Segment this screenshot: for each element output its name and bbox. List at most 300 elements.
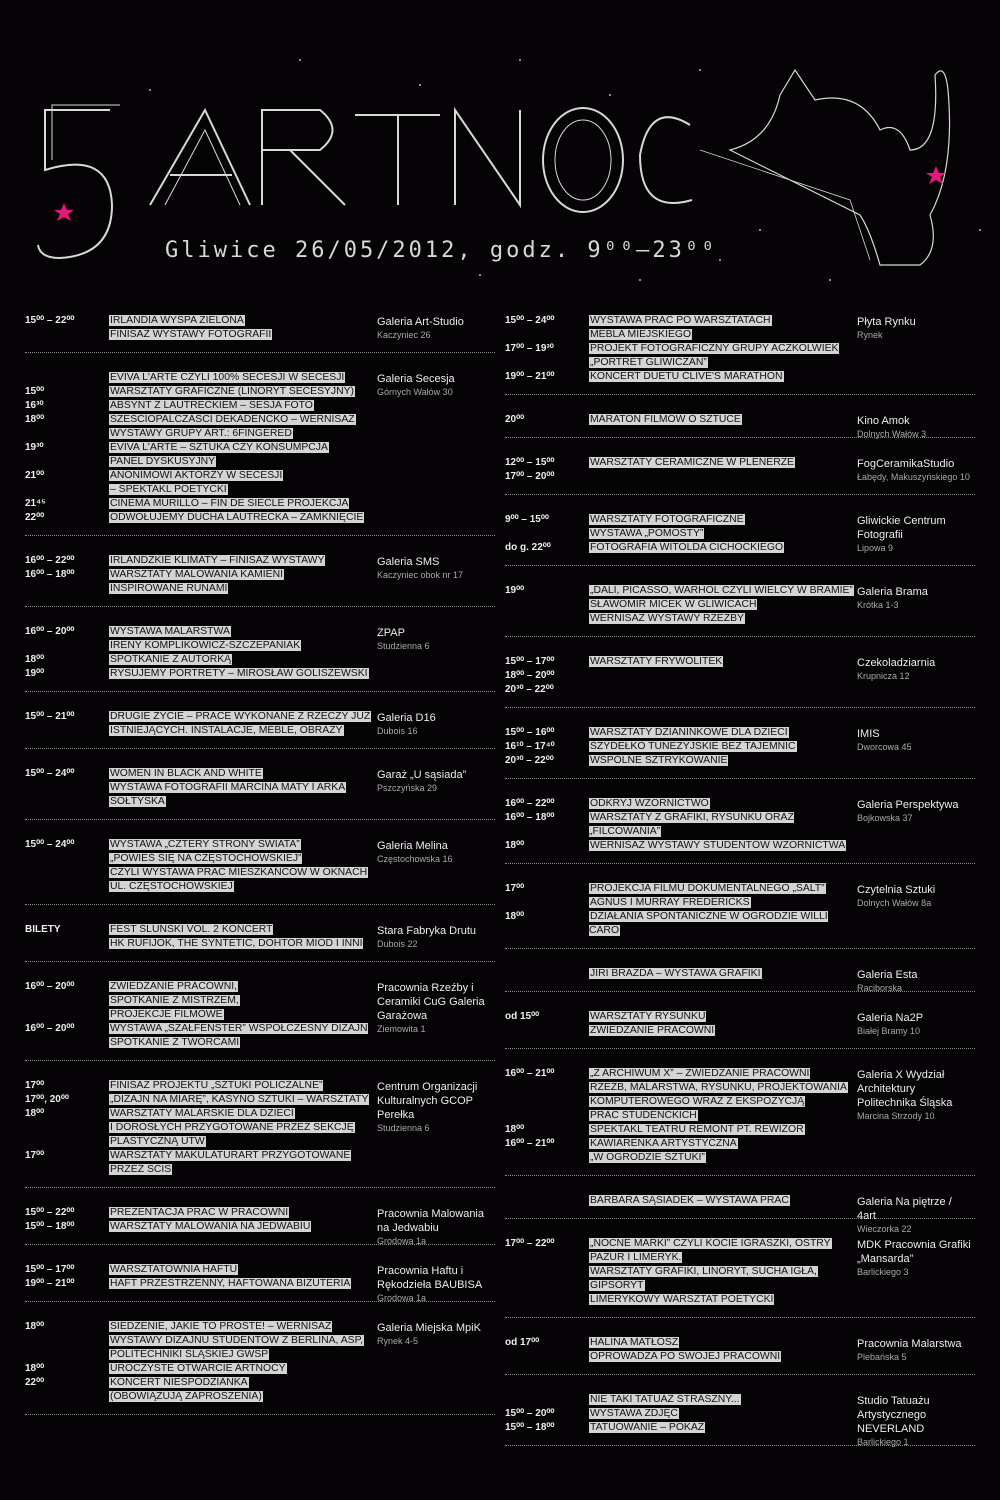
venue-address: Studzienna 6	[377, 641, 430, 651]
event-row	[505, 612, 975, 626]
event-row	[505, 342, 975, 356]
event-title	[589, 1350, 859, 1364]
venue-name: Studio Tatuażu Artystycznego NEVERLAND	[857, 1395, 930, 1435]
event-title-text: DRUGIE ŻYCIE – PRACE WYKONANE Z RZECZY JUŻ	[110, 711, 371, 722]
event-title-text: WSPÓLNE SZTRYKOWANIE	[590, 755, 728, 766]
venue	[377, 768, 492, 794]
event-time: 16⁰⁰ – 20⁰⁰	[25, 626, 75, 637]
event-title	[589, 839, 859, 853]
venue	[377, 924, 492, 950]
event-time: 15⁰⁰ – 17⁰⁰	[25, 1264, 75, 1275]
event-row	[25, 667, 495, 681]
event-title-text: WERNISAŻ WYSTAWY RZEŹBY	[590, 613, 744, 624]
event-title	[109, 795, 379, 809]
venue	[857, 727, 972, 753]
event-row	[25, 795, 495, 809]
event-title	[589, 612, 859, 626]
event-entry	[505, 961, 975, 992]
event-row	[505, 1137, 975, 1151]
event-title-text: SPOTKANIE Z MISTRZEM,	[110, 995, 239, 1006]
event-title	[589, 896, 859, 910]
event-time: 17⁰⁰ – 22⁰⁰	[505, 1238, 555, 1249]
event-time: 15⁰⁰ – 22⁰⁰	[25, 1207, 75, 1218]
venue	[857, 514, 972, 554]
event-entry	[25, 548, 495, 607]
event-title-text: OPROWADZA PO SWOJEJ PRACOWNI	[590, 1351, 781, 1362]
venue-address: Częstochowska 16	[377, 854, 453, 864]
venue	[857, 585, 972, 611]
venue-address: Studzienna 6	[377, 1123, 430, 1133]
venue	[377, 626, 492, 652]
event-title	[589, 1293, 859, 1307]
event-title	[589, 314, 859, 328]
event-time: 15⁰⁰ – 24⁰⁰	[505, 315, 555, 326]
venue-address: Plebańska 5	[857, 1352, 907, 1362]
event-title-text: WARSZTATOWNIA HAFTU	[110, 1264, 238, 1275]
event-title-text: ODWOŁUJEMY DUCHA LAUTRECKA – ZAMKNIĘCIE	[110, 512, 364, 523]
event-title	[589, 456, 859, 470]
venue-address: Dubois 22	[377, 939, 418, 949]
event-title-text: WYSTAWA PRAC PO WARSZTATACH	[590, 315, 771, 326]
venue-address: Dolnych Wałów 8a	[857, 898, 932, 908]
event-row	[25, 399, 495, 413]
venue-name: Galeria Miejska MpiK	[377, 1322, 481, 1334]
event-title	[109, 568, 379, 582]
event-title-text: WYSTAWA FOTOGRAFII MARCINA MATY I ARKA	[110, 782, 346, 793]
event-title	[109, 1036, 379, 1050]
event-row	[505, 910, 975, 938]
event-title	[109, 1163, 379, 1177]
event-title-text: KONCERT DUETU CLIVE'S MARATHON	[590, 371, 783, 382]
event-title	[589, 754, 859, 768]
event-title-text: WARSZTATY MALOWANIA NA JEDWABIU	[110, 1221, 311, 1232]
event-title-text: ABSYNT Z LAUTRECKIEM – SESJA FOTO	[110, 400, 313, 411]
event-title	[589, 1237, 859, 1251]
event-row	[505, 839, 975, 853]
event-title-text: DZIAŁANIA SPONTANICZNE W OGRODZIE WILLI CARO	[589, 911, 828, 936]
event-title-text: PRZEZ SCIS	[110, 1164, 172, 1175]
event-row	[25, 1149, 495, 1163]
event-time: 15⁰⁰ – 22⁰⁰	[25, 315, 75, 326]
event-time: 18⁰⁰	[25, 1363, 45, 1374]
event-title	[109, 710, 379, 724]
event-title-text: KOMPUTEROWEGO WRAZ Z EKSPOZYCJĄ	[590, 1096, 805, 1107]
event-title-text: EVIVA L'ARTE – SZTUKA CZY KONSUMPCJA	[110, 442, 328, 453]
event-title-text: WARSZTATY Z GRAFIKI, RYSUNKU ORAZ „FILCOWANIA”	[589, 812, 794, 837]
event-title	[589, 740, 859, 754]
venue-address: Pszczyńska 29	[377, 783, 438, 793]
event-title	[589, 726, 859, 740]
event-time: 15⁰⁰ – 24⁰⁰	[25, 768, 75, 779]
venue-address: Krótka 1-3	[857, 600, 899, 610]
event-title-text: MARATON FILMÓW O SZTUCE	[590, 414, 741, 425]
event-entry	[505, 450, 975, 495]
event-title	[109, 1320, 379, 1334]
event-time: 16⁰⁰ – 21⁰⁰	[505, 1068, 555, 1079]
event-entry	[25, 704, 495, 749]
event-title	[109, 923, 379, 937]
event-title	[109, 1277, 379, 1291]
event-title	[109, 1362, 379, 1376]
venue	[377, 315, 492, 341]
venue-address: Wieczorka 22	[857, 1224, 912, 1234]
event-title	[109, 511, 379, 525]
event-title-text: UL. CZĘSTOCHOWSKIEJ	[110, 881, 233, 892]
event-entry	[505, 1061, 975, 1176]
event-title	[109, 1121, 379, 1135]
event-time: 21⁰⁰	[25, 470, 45, 481]
event-title	[109, 653, 379, 667]
event-time: BILETY	[25, 924, 61, 935]
event-title	[109, 399, 379, 413]
event-title	[589, 1010, 859, 1024]
event-time: 17⁰⁰	[25, 1150, 45, 1161]
event-title	[109, 1376, 379, 1390]
venue	[857, 1195, 972, 1235]
event-title	[589, 527, 859, 541]
event-row	[25, 413, 495, 427]
event-title	[589, 910, 859, 938]
event-title	[109, 1135, 379, 1149]
event-title	[109, 427, 379, 441]
venue-address: Łabędy, Makuszyńskiego 10	[857, 472, 970, 482]
venue	[857, 1238, 972, 1278]
event-time: 17⁰⁰	[505, 883, 525, 894]
event-title	[109, 413, 379, 427]
event-title-text: HALINA MATŁOSZ	[590, 1337, 679, 1348]
venue-name: Stara Fabryka Drutu	[377, 925, 477, 937]
event-time: 16⁰⁰ – 18⁰⁰	[505, 812, 555, 823]
event-time: 17⁰⁰, 20⁰⁰	[25, 1094, 69, 1105]
event-time: 20³⁰ – 22⁰⁰	[505, 684, 554, 695]
event-title	[109, 852, 379, 866]
venue-name: IMIS	[857, 728, 880, 740]
event-title	[589, 1421, 859, 1435]
venue	[857, 414, 972, 440]
event-entry	[505, 308, 975, 395]
event-row	[505, 1279, 975, 1293]
venue-address: Lipowa 9	[857, 543, 894, 553]
event-title-text: WYSTAWA „CZTERY STRONY ŚWIATA”	[110, 839, 300, 850]
event-title	[109, 314, 379, 328]
event-row	[25, 1390, 495, 1404]
event-title	[589, 882, 859, 896]
event-title-text: FOTOGRAFIA WITOLDA CICHOCKIEGO	[590, 542, 784, 553]
event-time: 19⁰⁰	[25, 668, 45, 679]
event-entry	[25, 1073, 495, 1188]
event-title-text: HAFT PRZESTRZENNY, HAFTOWANA BIŻUTERIA	[110, 1278, 351, 1289]
event-title-text: WYSTAWA „POMOSTY”	[590, 528, 704, 539]
event-entry	[25, 761, 495, 820]
event-title-text: (OBOWIĄZUJĄ ZAPROSZENIA)	[110, 1391, 262, 1402]
event-title-text: RYSUJEMY PORTRETY – MIROSŁAW GOLISZEWSKI	[110, 668, 368, 679]
event-row	[25, 880, 495, 894]
event-title	[109, 582, 379, 596]
event-title-text: „Z ARCHIWUM X” – ZWIEDZANIE PRACOWNI	[590, 1068, 810, 1079]
event-title	[109, 980, 379, 994]
event-time: 18⁰⁰	[25, 1108, 45, 1119]
event-title-text: WARSZTATY FRYWOLITEK	[590, 656, 723, 667]
event-title	[589, 1067, 859, 1081]
event-entry	[25, 917, 495, 962]
event-title	[589, 967, 859, 981]
venue-name: Centrum Organizacji Kulturalnych GCOP Perełka	[377, 1081, 478, 1121]
venue-address: Dworcowa 45	[857, 742, 912, 752]
event-title	[109, 483, 379, 497]
event-title-text: ANONIMOWI AKTORZY W SECESJI	[110, 470, 283, 481]
event-title-text: INSPIROWANE RUNAMI	[110, 583, 228, 594]
event-time: 17⁰⁰	[25, 1080, 45, 1091]
event-title-text: WYSTAWA ZDJĘĆ	[590, 1408, 678, 1419]
event-title-text: CZYLI WYSTAWA PRAC MIESZKAŃCÓW W OKNACH	[110, 867, 368, 878]
event-title-text: – SPEKTAKL POETYCKI	[110, 484, 227, 495]
event-title-text: UROCZYSTE OTWARCIE ARTNOCY	[110, 1363, 286, 1374]
event-title-text: „W OGRODZIE SZTUKI”	[590, 1152, 705, 1163]
event-title	[109, 838, 379, 852]
event-time: do g. 22⁰⁰	[505, 542, 551, 553]
event-time: 18⁰⁰	[25, 654, 45, 665]
venue-address: Grodowa 1a	[377, 1293, 427, 1303]
event-title	[589, 370, 859, 384]
event-title	[109, 724, 379, 738]
event-title	[109, 1334, 379, 1348]
event-time: 18⁰⁰	[505, 911, 525, 922]
venue-address: Białej Bramy 10	[857, 1026, 921, 1036]
event-title	[589, 797, 859, 811]
event-time: 18⁰⁰	[505, 840, 525, 851]
logo-letter-r	[262, 110, 345, 205]
event-title	[589, 1336, 859, 1350]
event-entry	[505, 1004, 975, 1049]
event-time: od 17⁰⁰	[505, 1337, 540, 1348]
event-title-text: „POWIEŚ SIĘ NA CZĘSTOCHOWSKIEJ”	[110, 853, 302, 864]
logo-letter-c	[640, 117, 692, 203]
event-title	[589, 1123, 859, 1137]
event-title-text: IRENY KOMPLIKOWICZ-SZCZEPANIAK	[110, 640, 301, 651]
event-title	[589, 1251, 859, 1265]
event-title	[109, 441, 379, 455]
event-time: 19⁰⁰	[505, 585, 525, 596]
logo-letter-n	[455, 110, 520, 205]
event-title-text: JIRI BRAZDA – WYSTAWA GRAFIKI	[590, 968, 761, 979]
event-title	[589, 1095, 859, 1109]
event-title-text: SPEKTAKL TEATRU REMONT PT. REWIZOR	[590, 1124, 804, 1135]
event-title	[109, 497, 379, 511]
venue-address: Kaczyniec obok nr 17	[377, 570, 464, 580]
venue	[857, 798, 972, 824]
venue	[377, 1080, 492, 1134]
event-time: 15⁰⁰ – 24⁰⁰	[25, 839, 75, 850]
event-time: od 15⁰⁰	[505, 1011, 540, 1022]
event-row	[25, 1036, 495, 1050]
event-row	[505, 1293, 975, 1307]
venue	[377, 1264, 492, 1304]
event-title	[109, 328, 379, 342]
venue-name: Galeria Na2P	[857, 1012, 924, 1024]
event-time: 16⁰⁰ – 21⁰⁰	[505, 1138, 555, 1149]
event-row	[25, 582, 495, 596]
event-time: 16⁰⁰ – 22⁰⁰	[25, 555, 75, 566]
event-title	[109, 767, 379, 781]
event-entry	[505, 791, 975, 864]
event-title	[589, 598, 859, 612]
venue-address: Ziemowita 1	[377, 1024, 426, 1034]
event-time: 15⁰⁰ – 18⁰⁰	[505, 1422, 555, 1433]
event-title-text: KAWIARENKA ARTYSTYCZNA	[590, 1138, 737, 1149]
event-time: 22⁰⁰	[25, 1377, 45, 1388]
event-time: 18⁰⁰	[25, 1321, 45, 1332]
event-title-text: MEBLA MIEJSKIEGO	[590, 329, 692, 340]
event-time: 20⁰⁰	[505, 414, 525, 425]
event-entry	[25, 832, 495, 905]
logo-letter-a	[150, 110, 250, 205]
event-row	[25, 1362, 495, 1376]
right-column	[505, 308, 975, 1458]
venue-address: Rynek	[857, 330, 883, 340]
event-entry	[25, 1200, 495, 1245]
event-entry	[505, 507, 975, 566]
event-title	[589, 1024, 859, 1038]
event-title	[109, 385, 379, 399]
venue-name: FogCeramikaStudio	[857, 458, 955, 470]
venue	[377, 372, 492, 398]
event-title	[109, 1107, 379, 1121]
event-time: 19⁰⁰ – 21⁰⁰	[25, 1278, 75, 1289]
event-entry	[505, 1387, 975, 1446]
event-title	[109, 1008, 379, 1022]
venue	[377, 1321, 492, 1347]
venue-name: Galeria X Wydział Architektury Politechnika Śląska	[857, 1069, 953, 1109]
event-entry	[505, 720, 975, 779]
event-title-text: ZWIEDZANIE PRACOWNI	[590, 1025, 715, 1036]
event-title	[589, 584, 859, 598]
event-title-text: WERNISAŻ WYSTAWY STUDENTÓW WZORNICTWA	[590, 840, 846, 851]
event-title	[109, 469, 379, 483]
event-time: 16⁰⁰ – 18⁰⁰	[25, 569, 75, 580]
event-time: 15⁰⁰ – 16⁰⁰	[505, 727, 555, 738]
venue-address: Dolnych Wałów 3	[857, 429, 927, 439]
event-title-text: PANEL DYSKUSYJNY	[110, 456, 216, 467]
event-title-text: PROJEKCJA FILMU DOKUMENTALNEGO „SALT”	[590, 883, 825, 894]
event-row	[25, 1135, 495, 1149]
event-title-text: WARSZTATY DZIANINKOWE DLA DZIECI	[590, 727, 788, 738]
event-entry	[505, 876, 975, 949]
event-title-text: EVIVA L'ARTE CZYLI 100% SECESJI W SECESJI	[110, 372, 345, 383]
venue-address: Barlickiego 3	[857, 1267, 909, 1277]
event-title	[109, 994, 379, 1008]
event-time: 17⁰⁰ – 20⁰⁰	[505, 471, 555, 482]
star-icon	[54, 203, 74, 221]
event-row	[25, 469, 495, 483]
venue-address: Krupnicza 12	[857, 671, 910, 681]
event-title-text: „NOCNE MARKI” CZYLI KOCIE IGRASZKI, OSTRY	[590, 1238, 831, 1249]
event-entry	[25, 619, 495, 692]
event-title-text: „DALI, PICASSO, WARHOL CZYLI WIELCY W BRAMIE”	[590, 585, 853, 596]
event-title	[109, 1348, 379, 1362]
event-entry	[505, 1188, 975, 1234]
event-title-text: PROJEKCJE FILMOWE	[110, 1009, 223, 1020]
event-title-text: SZEŚCIOPALCZAŚCI DEKADENCKO – WERNISAŻ	[110, 414, 355, 425]
event-title-text: WARSZTATY MALARSKIE DLA DZIECI	[110, 1108, 294, 1119]
event-time: 15⁰⁰ – 20⁰⁰	[505, 1408, 555, 1419]
event-title-text: I DOROSŁYCH PRZYGOTOWANE PRZEZ SEKCJĘ	[110, 1122, 354, 1133]
event-title-text: PROJEKT FOTOGRAFICZNY GRUPY ACZKOLWIEK	[590, 343, 839, 354]
event-title-text: SŁAWOMIR MICEK W GLIWICACH	[590, 599, 757, 610]
event-title	[589, 513, 859, 527]
event-row	[25, 497, 495, 511]
event-title	[589, 356, 859, 370]
venue	[377, 981, 492, 1035]
event-title-text: WYSTAWA MALARSTWA	[110, 626, 230, 637]
event-time: 12⁰⁰ – 15⁰⁰	[505, 457, 555, 468]
event-title	[109, 1149, 379, 1163]
event-title-text: WARSZTATY GRAFICZNE (LINORYT SECESYJNY)	[110, 386, 355, 397]
venue	[377, 1207, 492, 1247]
logo-letter-t	[355, 115, 440, 205]
event-time: 21⁴⁵	[25, 498, 46, 509]
event-title	[109, 1093, 379, 1107]
event-title-text: FEST ŚLUNSKI VOL. 2 KONCERT	[110, 924, 273, 935]
venue-name: MDK Pracownia Grafiki „Mansarda”	[857, 1239, 971, 1265]
venue-address: Górnych Wałów 30	[377, 387, 453, 397]
event-title-text: NIE TAKI TATUAŻ STRASZNY...	[590, 1394, 740, 1405]
venue-name: Pracownia Haftu i Rękodzieła BAUBISA	[377, 1265, 483, 1291]
event-title	[109, 1263, 379, 1277]
venue	[857, 1011, 972, 1037]
event-title	[589, 1265, 859, 1279]
event-title-text: ODKRYJ WZORNICTWO	[590, 798, 709, 809]
event-title-text: HK RUFIJOK, THE SYNTETIC, DOHTOR MIÓD I INNI	[110, 938, 363, 949]
event-title-text: ISTNIEJĄCYCH. INSTALACJE, MEBLE, OBRAZY	[110, 725, 343, 736]
event-title	[589, 413, 859, 427]
event-title-text: TATUOWANIE – POKAZ	[590, 1422, 705, 1433]
venue-name: ZPAP	[377, 627, 405, 639]
venue-address: Dubois 16	[377, 726, 418, 736]
event-title	[589, 1279, 859, 1293]
event-title-text: PREZENTACJA PRAC W PRACOWNI	[110, 1207, 289, 1218]
event-title-text: CINEMA MURILLO – FIN DE SIECLE PROJEKCJA	[110, 498, 349, 509]
venue-name: Płyta Rynku	[857, 316, 916, 328]
event-time: 19³⁰	[25, 442, 44, 453]
event-title-text: SZYDEŁKO TUNEZYJSKIE BEZ TAJEMNIC	[590, 741, 796, 752]
event-title-text: SOŁTYSKA	[110, 796, 165, 807]
venue	[377, 711, 492, 737]
venue-name: Czekoladziarnia	[857, 657, 936, 669]
event-title	[589, 1081, 859, 1095]
event-entry	[25, 365, 495, 536]
venue-name: Kino Amok	[857, 415, 910, 427]
event-title-text: WYSTAWA „SZAŁFENSTER” WSPÓŁCZESNY DIZAJN	[110, 1023, 368, 1034]
event-title-text: WARSZTATY CERAMICZNE W PLENERZE	[590, 457, 794, 468]
event-time: 16³⁰	[25, 400, 44, 411]
event-title	[589, 328, 859, 342]
event-title	[589, 342, 859, 356]
event-title-text: WARSZTATY FOTOGRAFICZNE	[590, 514, 744, 525]
event-title-text: FINISAŻ WYSTAWY FOTOGRAFII	[110, 329, 272, 340]
event-title	[589, 1151, 859, 1165]
venue-name: Galeria Na piętrze / 4art	[857, 1196, 952, 1222]
event-title	[109, 880, 379, 894]
venue-name: Galeria D16	[377, 712, 436, 724]
event-entry	[505, 578, 975, 637]
venue-name: Galeria Esta	[857, 969, 918, 981]
event-title-text: PLASTYCZNĄ UTW	[110, 1136, 205, 1147]
event-title-text: ZWIEDZANIE PRACOWNI,	[110, 981, 237, 992]
event-title-text: „DIZAJN NA MIARĘ”, KASYNO SZTUKI – WARSZTATY	[110, 1094, 369, 1105]
venue	[857, 1068, 972, 1122]
event-row	[505, 754, 975, 768]
event-title-text: WARSZTATY MALOWANIA KAMIENI	[110, 569, 284, 580]
